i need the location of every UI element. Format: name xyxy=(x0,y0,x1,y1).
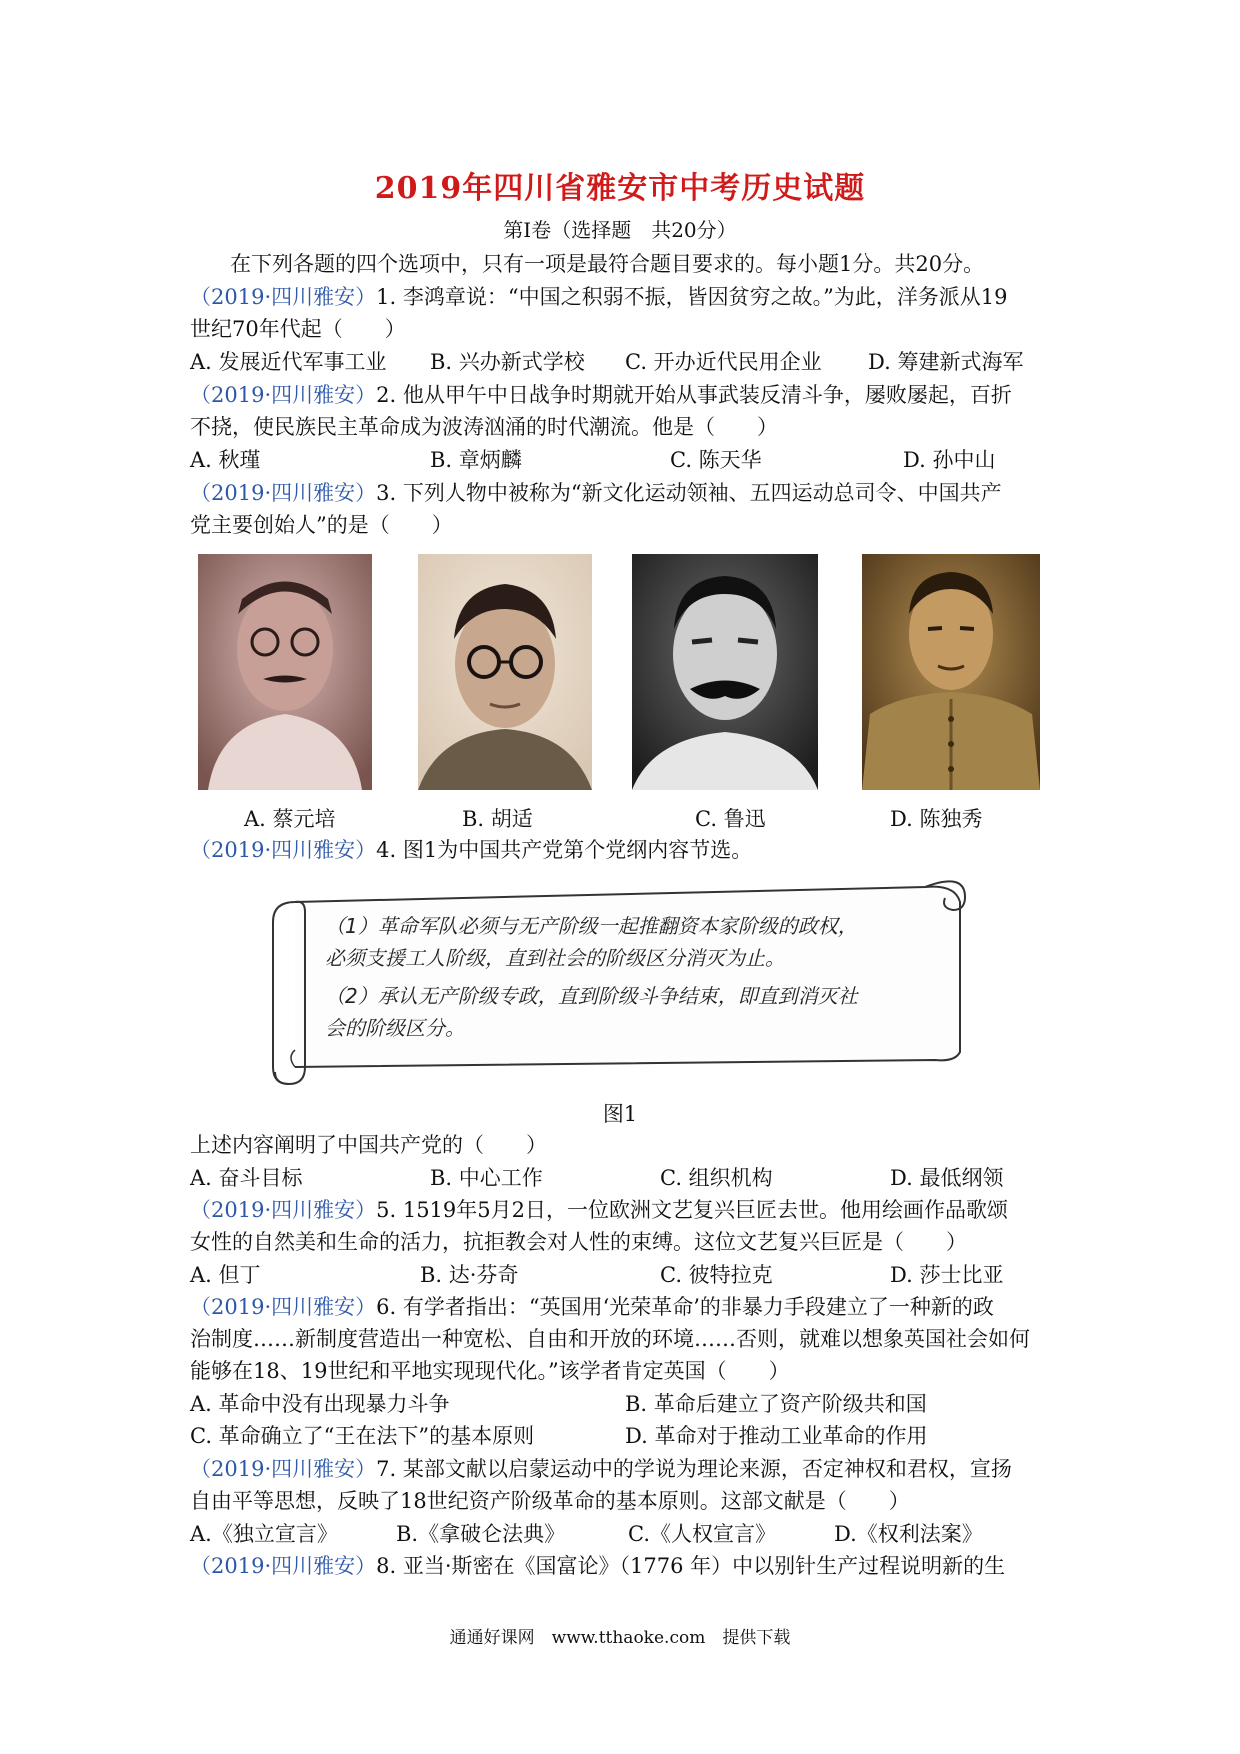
question-4-follow-up: 上述内容阐明了中国共产党的（ ） xyxy=(190,1133,547,1157)
portrait-lu-xun xyxy=(632,554,818,790)
scroll-figure xyxy=(265,862,975,1088)
question-6-option-d: D. 革命对于推动工业革命的作用 xyxy=(625,1424,928,1448)
scroll-line-1: （1）革命军队必须与无产阶级一起推翻资本家阶级的政权， xyxy=(325,914,858,938)
question-6-option-c: C. 革命确立了“王在法下”的基本原则 xyxy=(190,1424,535,1448)
question-1-line-2: 世纪70年代起（ ） xyxy=(190,317,406,341)
question-2-option-c: C. 陈天华 xyxy=(670,448,762,472)
source-tag: （2019·四川雅安） xyxy=(190,481,377,505)
question-7-line-2: 自由平等思想，反映了18世纪资产阶级革命的基本原则。这部文献是（ ） xyxy=(190,1489,910,1513)
question-3-option-b: B. 胡适 xyxy=(462,807,533,831)
question-4-option-c: C. 组织机构 xyxy=(660,1166,773,1190)
portrait-cai-yuanpei xyxy=(198,554,372,790)
question-7-option-a: A.《独立宣言》 xyxy=(190,1522,338,1546)
question-1-option-d: D. 筹建新式海军 xyxy=(868,350,1024,374)
question-2-option-a: A. 秋瑾 xyxy=(190,448,261,472)
page-title: 2019年四川省雅安市中考历史试题 xyxy=(374,171,866,206)
question-1-option-a: A. 发展近代军事工业 xyxy=(190,350,387,374)
question-6-line-2: 治制度……新制度营造出一种宽松、自由和开放的环境……否则，就难以想象英国社会如何 xyxy=(190,1327,1030,1351)
question-4-option-b: B. 中心工作 xyxy=(430,1166,543,1190)
scroll-line-3: （2）承认无产阶级专政，直到阶级斗争结束，即直到消灭社 xyxy=(325,984,858,1008)
scroll-line-2: 必须支援工人阶级，直到社会的阶级区分消灭为止。 xyxy=(325,946,785,970)
question-3-option-a: A. 蔡元培 xyxy=(244,807,336,831)
question-6-line-1: （2019·四川雅安）6. 有学者指出：“英国用‘光荣革命’的非暴力手段建立了一种新的政 xyxy=(190,1295,994,1319)
question-1-line-1: （2019·四川雅安）1. 李鸿章说：“中国之积弱不振，皆因贫穷之故。”为此，洋务派从19 xyxy=(190,285,1008,309)
question-3-option-d: D. 陈独秀 xyxy=(890,807,983,831)
source-tag: （2019·四川雅安） xyxy=(190,1295,377,1319)
source-tag: （2019·四川雅安） xyxy=(190,1457,377,1481)
source-tag: （2019·四川雅安） xyxy=(190,285,377,309)
question-1-option-b: B. 兴办新式学校 xyxy=(430,350,585,374)
question-3-line-2: 党主要创始人”的是（ ） xyxy=(190,513,453,537)
question-3-option-c: C. 鲁迅 xyxy=(695,807,766,831)
question-7-option-c: C.《人权宣言》 xyxy=(628,1522,776,1546)
question-2-line-1: （2019·四川雅安）2. 他从甲午中日战争时期就开始从事武装反清斗争，屡败屡起，百折 xyxy=(190,383,1012,407)
instructions: 在下列各题的四个选项中，只有一项是最符合题目要求的。每小题1分。共20分。 xyxy=(230,252,985,276)
question-5-option-b: B. 达·芬奇 xyxy=(420,1263,519,1287)
question-6-option-b: B. 革命后建立了资产阶级共和国 xyxy=(625,1392,927,1416)
question-7-option-d: D.《权利法案》 xyxy=(834,1522,983,1546)
question-2-option-d: D. 孙中山 xyxy=(903,448,996,472)
page-footer: 通通好课网 www.tthaoke.com 提供下载 xyxy=(449,1628,791,1648)
question-4-line-1: （2019·四川雅安）4. 图1为中国共产党第个党纲内容节选。 xyxy=(190,838,753,862)
question-7-line-1: （2019·四川雅安）7. 某部文献以启蒙运动中的学说为理论来源，否定神权和君权，宣扬 xyxy=(190,1457,1012,1481)
question-4-option-a: A. 奋斗目标 xyxy=(190,1166,303,1190)
question-7-option-b: B.《拿破仑法典》 xyxy=(396,1522,566,1546)
question-5-line-1: （2019·四川雅安）5. 1519年5月2日，一位欧洲文艺复兴巨匠去世。他用绘画作品歌颂 xyxy=(190,1198,1008,1222)
question-5-line-2: 女性的自然美和生命的活力，抗拒教会对人性的束缚。这位文艺复兴巨匠是（ ） xyxy=(190,1230,967,1254)
question-2-line-2: 不挠，使民族民主革命成为波涛汹涌的时代潮流。他是（ ） xyxy=(190,415,778,439)
question-5-option-d: D. 莎士比亚 xyxy=(890,1263,1004,1287)
portrait-chen-duxiu xyxy=(862,554,1040,790)
question-2-option-b: B. 章炳麟 xyxy=(430,448,522,472)
question-6-option-a: A. 革命中没有出现暴力斗争 xyxy=(190,1392,450,1416)
source-tag: （2019·四川雅安） xyxy=(190,838,377,862)
question-5-option-c: C. 彼特拉克 xyxy=(660,1263,773,1287)
figure-caption: 图1 xyxy=(602,1102,638,1126)
question-4-option-d: D. 最低纲领 xyxy=(890,1166,1004,1190)
source-tag: （2019·四川雅安） xyxy=(190,383,377,407)
question-1-option-c: C. 开办近代民用企业 xyxy=(625,350,822,374)
question-6-line-3: 能够在18、19世纪和平地实现现代化。”该学者肯定英国（ ） xyxy=(190,1359,790,1383)
question-3-line-1: （2019·四川雅安）3. 下列人物中被称为“新文化运动领袖、五四运动总司令、中国共产 xyxy=(190,481,1002,505)
section-subtitle: 第Ⅰ卷（选择题 共20分） xyxy=(503,218,737,242)
source-tag: （2019·四川雅安） xyxy=(190,1554,377,1578)
scroll-line-4: 会的阶级区分。 xyxy=(325,1016,465,1040)
question-5-option-a: A. 但丁 xyxy=(190,1263,261,1287)
source-tag: （2019·四川雅安） xyxy=(190,1198,377,1222)
portrait-hu-shi xyxy=(418,554,592,790)
question-8-line-1: （2019·四川雅安）8. 亚当·斯密在《国富论》（1776 年）中以别针生产过程说明新的生 xyxy=(190,1554,1006,1578)
